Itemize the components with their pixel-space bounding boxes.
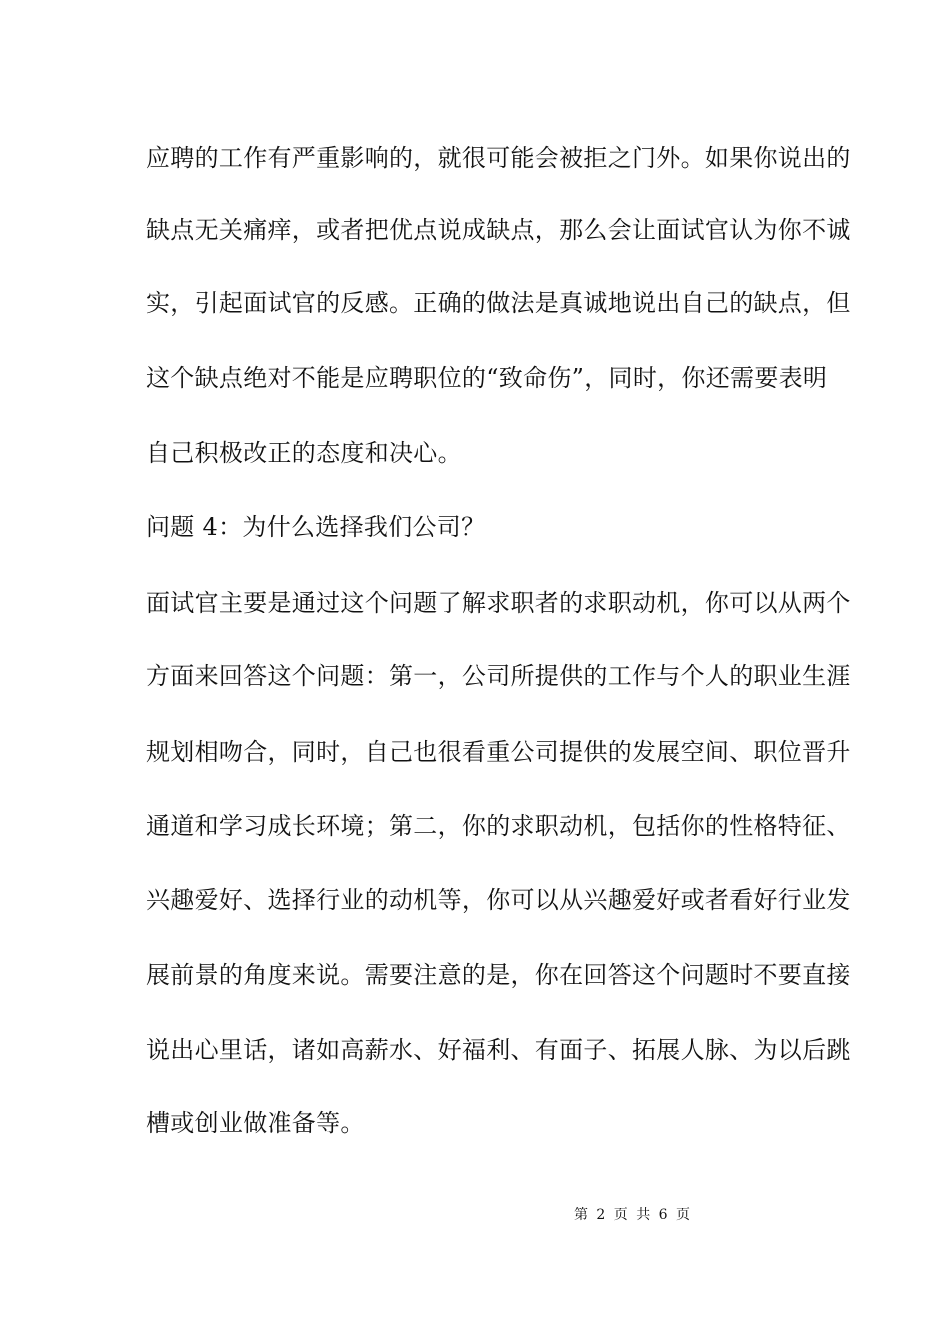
page-number: 第 2 页 共 6 页 <box>573 1207 693 1223</box>
body-text-line: 槽或创业做准备等。 <box>146 1109 365 1137</box>
body-text-line: 通道和学习成长环境；第二，你的求职动机，包括你的性格特征、 <box>146 812 851 840</box>
body-text-line: 这个缺点绝对不能是应聘职位的“致命伤”，同时，你还需要表明 <box>146 364 828 392</box>
body-text-line: 说出心里话，诸如高薪水、好福利、有面子、拓展人脉、为以后跳 <box>146 1036 851 1064</box>
body-text-line: 面试官主要是通过这个问题了解求职者的求职动机，你可以从两个 <box>146 589 851 617</box>
body-text-line: 方面来回答这个问题：第一，公司所提供的工作与个人的职业生涯 <box>146 662 851 690</box>
body-text-line: 应聘的工作有严重影响的，就很可能会被拒之门外。如果你说出的 <box>146 144 851 172</box>
body-text-line: 自己积极改正的态度和决心。 <box>146 439 462 467</box>
body-text-line: 实，引起面试官的反感。正确的做法是真诚地说出自己的缺点，但 <box>146 289 851 317</box>
body-text-line: 兴趣爱好、选择行业的动机等，你可以从兴趣爱好或者看好行业发 <box>146 886 851 914</box>
body-text-line: 缺点无关痛痒，或者把优点说成缺点，那么会让面试官认为你不诚 <box>146 216 851 244</box>
body-text-line: 规划相吻合，同时，自己也很看重公司提供的发展空间、职位晋升 <box>146 738 851 766</box>
body-text-line: 展前景的角度来说。需要注意的是，你在回答这个问题时不要直接 <box>146 961 851 989</box>
question-heading: 问题 4：为什么选择我们公司？ <box>146 513 486 541</box>
page-footer <box>0 1206 950 1224</box>
